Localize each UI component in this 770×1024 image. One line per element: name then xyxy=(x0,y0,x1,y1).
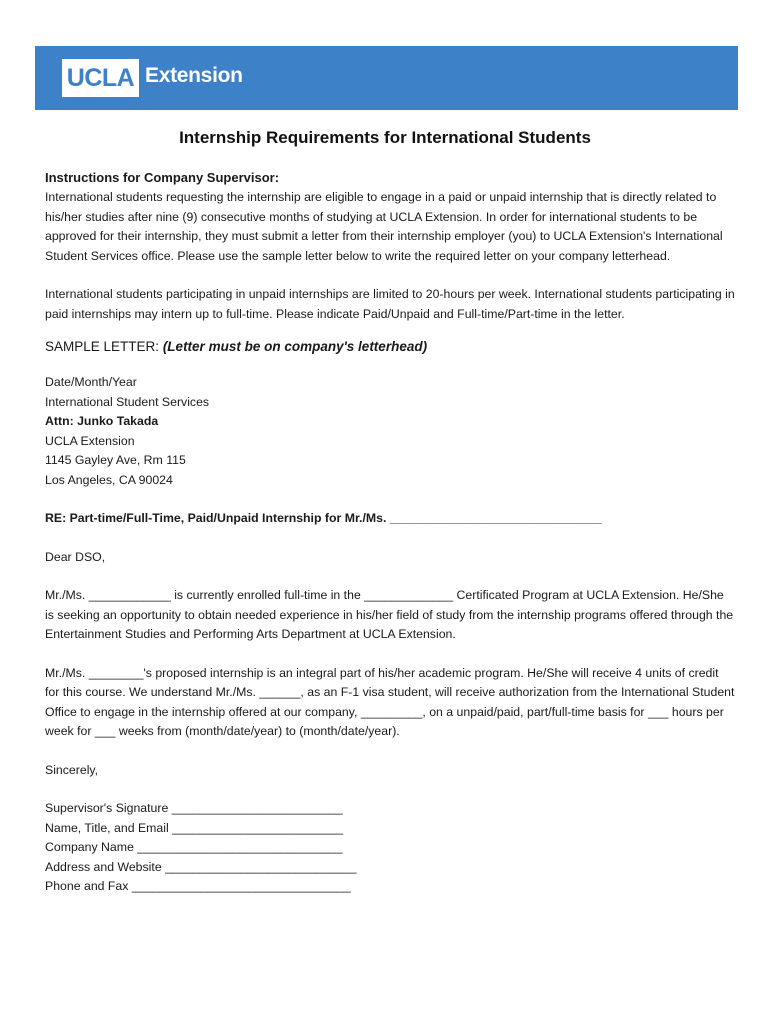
re-line: RE: Part-time/Full-Time, Paid/Unpaid Internship for Mr./Ms. _______________________________ xyxy=(45,511,602,525)
letter-body-1: Mr./Ms. ____________ is currently enrolled full-time in the _____________ Certificated Program at UCLA Extension. He/She is seeking an opportunity to obtain needed experience in his/her field of study from the internship programs offered through the Entertainment Studies and Performing Arts Department at UCLA Extension. xyxy=(45,588,734,641)
address-office: International Student Services xyxy=(45,394,210,409)
ucla-logo xyxy=(62,59,139,97)
document-body xyxy=(45,168,735,897)
logo-mark: UCLA xyxy=(66,63,135,92)
address-website-line: Address and Website ____________________________ xyxy=(45,859,357,874)
closing: Sincerely, xyxy=(45,762,99,777)
logo-wordmark: Extension xyxy=(145,64,243,87)
salutation: Dear DSO, xyxy=(45,549,106,564)
address-street: 1145 Gayley Ave, Rm 115 xyxy=(45,453,186,467)
sample-letter-heading xyxy=(45,337,735,357)
name-title-email-line: Name, Title, and Email _________________________ xyxy=(45,820,344,835)
sample-letter-note: (Letter must be on company's letterhead) xyxy=(162,339,428,354)
signature-line: Supervisor's Signature _________________________ xyxy=(45,801,343,815)
address-attn: Attn: Junko Takada xyxy=(45,414,159,428)
address-city: Los Angeles, CA 90024 xyxy=(45,472,173,487)
company-name-line: Company Name ______________________________ xyxy=(45,840,343,854)
header-banner xyxy=(35,46,738,110)
letter-body-2: Mr./Ms. ________'s proposed internship is an integral part of his/her academic program. He/She will receive 4 units of credit for this course. We understand Mr./Ms. ______, as an F-1 visa student, will receive authorization from the International Student Office to engage in the internship offered at our company, _________, on a unpaid/paid, part/full-time basis for ___ hours per week for ___ weeks from (month/date/year) to (month/date/year). xyxy=(45,665,735,738)
letter-date: Date/Month/Year xyxy=(45,375,137,389)
phone-fax-line: Phone and Fax ________________________________ xyxy=(45,879,351,893)
sample-letter-label: SAMPLE LETTER: xyxy=(45,339,160,354)
address-org: UCLA Extension xyxy=(45,433,135,448)
instructions-paragraph-1: International students requesting the internship are eligible to engage in a paid or unpaid internship that is directly related to his/her studies after nine (9) consecutive months of studying at UCLA Extension. In order for international students to be approved for their internship, they must submit a letter from their internship employer (you) to UCLA Extension's International Student Services office. Please use the sample letter below to write the required letter on your company letterhead. xyxy=(45,190,723,263)
instructions-heading: Instructions for Company Supervisor: xyxy=(45,170,280,185)
page-title: Internship Requirements for International Students xyxy=(179,128,591,147)
instructions-paragraph-2: International students participating in unpaid internships are limited to 20-hours per week. International students participating in paid internships may intern up to full-time. Please indicate Paid/Unpaid and Full-time/Part-time in the letter. xyxy=(45,287,735,321)
